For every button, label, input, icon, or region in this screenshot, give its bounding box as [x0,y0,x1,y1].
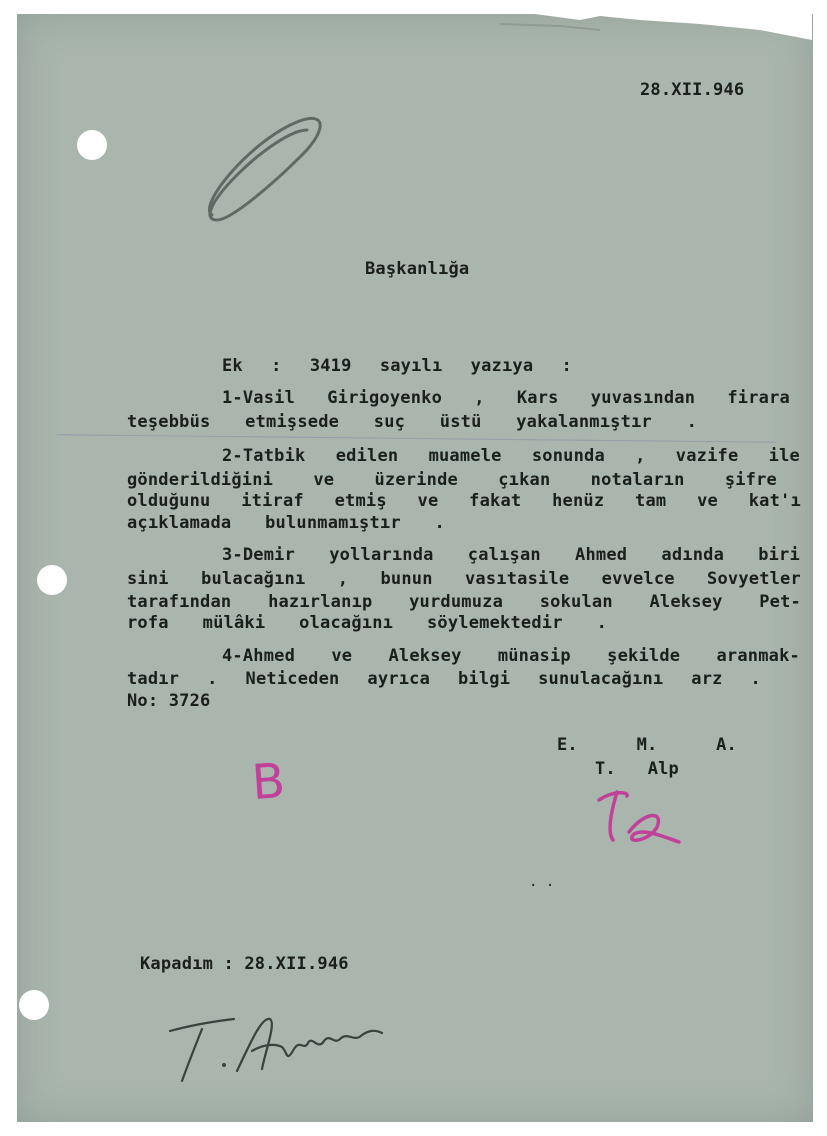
pencil-scribble-icon [192,110,332,230]
word: yuvasından [590,388,696,408]
word: şifre [724,470,777,490]
word: . [434,513,445,533]
word: çıkan [498,470,551,490]
punch-hole-middle [37,565,67,595]
paragraph-3-line-4 [127,613,607,633]
word: kat'ı [748,491,801,511]
word: sokulan [539,592,613,612]
signature-initials [557,735,737,755]
word: Neticeden [245,669,340,689]
paragraph-3-line-2 [127,569,801,589]
word: vasıtasile [464,569,570,589]
word: firara [727,388,790,408]
paragraph-2-line-3 [127,491,801,511]
word: Kars [516,388,559,408]
word: ayrıca [367,669,431,689]
word: , [474,388,485,408]
word: vazife [675,446,739,466]
paragraph-3-line-3 [127,592,801,612]
word: 4-Ahmed [222,646,296,666]
paragraph-1-line-1 [222,388,790,408]
word: etmiş [334,491,387,511]
word: . [207,669,218,689]
word: Aleksey [649,592,723,612]
word: tam [635,491,667,511]
word: gönderildiğini [127,470,274,490]
word: ile [768,446,800,466]
word: yurdumuza [409,592,504,612]
word: mülâki [202,613,266,633]
stray-dots: . . [529,874,555,890]
word: tarafından [127,592,232,612]
word: tadır [127,669,180,689]
word: fakat [469,491,522,511]
punch-hole-top [77,130,107,160]
reference-word: sayılı [379,356,443,376]
paragraph-4-line-1 [222,646,800,666]
paragraph-4-line-2 [127,669,761,689]
initial: A. [716,735,737,755]
word: evvelce [601,569,675,589]
closing-line: Kapadım : 28.XII.946 [140,954,349,974]
word: olacağını [299,613,394,633]
addressee-heading: Başkanlığa [365,259,470,279]
word: teşebbüs [127,412,211,432]
word: suç [373,412,406,432]
handwritten-signature-icon [162,999,392,1089]
word: adında [661,545,724,565]
word: Aleksey [388,646,462,666]
word: açıklamada [127,513,232,533]
word: çalışan [467,545,541,565]
word: ve [697,491,718,511]
word: notaların [590,470,685,490]
word: itiraf [241,491,304,511]
word: Girigoyenko [327,388,443,408]
word: , [635,446,646,466]
document-page [17,14,813,1122]
paragraph-1-line-2 [127,412,697,432]
word: üzerinde [374,470,458,490]
paragraph-2-line-4 [127,513,445,533]
word: yakalanmıştır [516,412,652,432]
word: biri [758,545,800,565]
magenta-initials-signature-icon [589,782,689,862]
word: ve [313,470,335,490]
word: 1-Vasil [222,388,296,408]
paragraph-3-line-1 [222,545,800,565]
reference-word: 3419 [309,356,352,376]
word: Ahmed [575,545,628,565]
word: bulunmamıştır [265,513,401,533]
word: olduğunu [127,491,211,511]
word: üstü [439,412,482,432]
reference-word: yazıya [470,356,534,376]
word: henüz [552,491,605,511]
word: . [596,613,607,633]
paragraph-2-line-1 [222,446,800,466]
word: , [337,569,349,589]
magenta-letter-annotation: B [250,752,287,812]
initial: E. [557,735,578,755]
word: . [750,669,761,689]
word: edilen [335,446,399,466]
word: bunun [380,569,433,589]
signer-name: Alp [647,759,679,779]
document-date: 28.XII.946 [640,80,745,100]
torn-top-edge [0,0,827,60]
reference-word: Ek [222,356,243,376]
word: rofa [127,613,169,633]
reference-word: : [561,356,572,376]
word: yollarında [329,545,434,565]
word: bulacağını [201,569,306,589]
word: etmişsede [245,412,340,432]
word: Pet- [759,592,801,612]
word: söylemektedir [427,613,563,633]
word: Sovyetler [707,569,801,589]
initial: M. [636,735,658,755]
word: sini [127,569,169,589]
reference-line [222,356,572,376]
word: bilgi [457,669,511,689]
word: münasip [497,646,571,666]
punch-hole-bottom [19,990,49,1020]
word: şekilde [607,646,681,666]
word: aranmak- [716,646,800,666]
word: sunulacağını [538,669,664,689]
word: muamele [428,446,502,466]
faint-ruled-line [57,434,777,443]
word: arz [691,669,723,689]
word: hazırlanıp [268,592,373,612]
word: 3-Demir [222,545,296,565]
word: sonunda [531,446,605,466]
paragraph-2-line-2 [127,470,777,490]
initial: T. [595,759,616,779]
reference-word: : [271,356,282,376]
word: 2-Tatbik [222,446,306,466]
signature-name [595,759,679,779]
document-number: No: 3726 [127,691,211,711]
word: ve [331,646,353,666]
word: ve [417,491,439,511]
word: . [686,412,697,432]
